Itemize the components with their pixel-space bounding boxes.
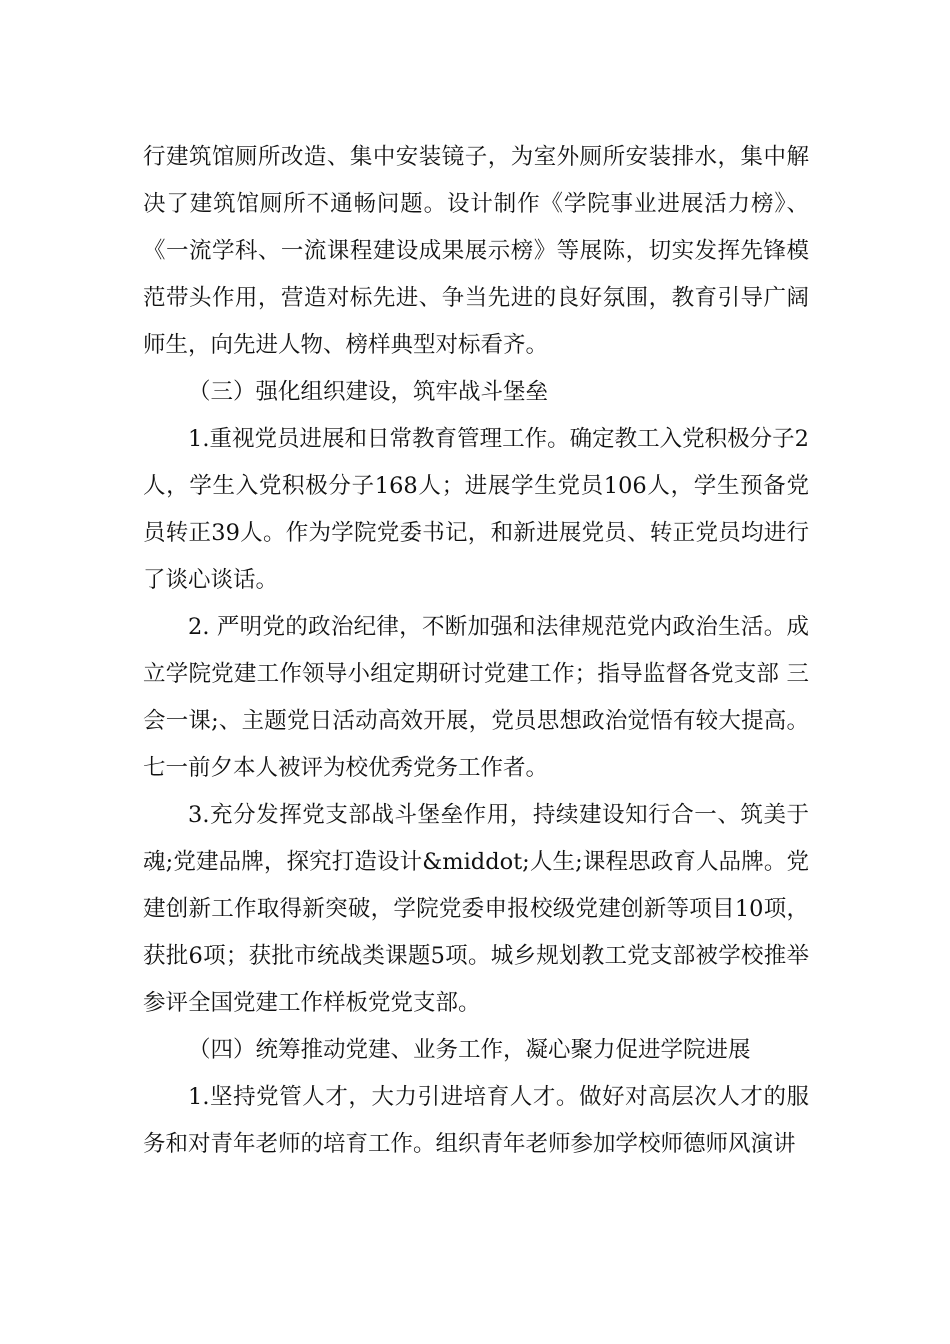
paragraph-item-4-1: 1.坚持党管人才，大力引进培育人才。做好对高层次人才的服务和对青年老师的培育工作。组织青年老师参加学校师德师风演讲 <box>143 1084 809 1157</box>
document-body <box>143 134 809 1168</box>
paragraph-item-1: 1.重视党员进展和日常教育管理工作。确定教工入党积极分子2人，学生入党积极分子168人；进展学生党员106人，学生预备党员转正39人。作为学院党委书记，和新进展党员、转正党员均进行了谈心谈话。 <box>143 426 809 593</box>
paragraph-item-3: 3.充分发挥党支部战斗堡垒作用，持续建设知行合一、筑美于魂;党建品牌，探究打造设计&middot;人生;课程思政育人品牌。党建创新工作取得新突破，学院党委申报校级党建创新等项目10项，获批6项；获批市统战类课题5项。城乡规划教工党支部被学校推举参评全国党建工作样板党党支部。 <box>143 802 809 1016</box>
paragraph-continuation: 行建筑馆厕所改造、集中安装镜子，为室外厕所安装排水，集中解决了建筑馆厕所不通畅问题。设计制作《学院事业进展活力榜》、《一流学科、一流课程建设成果展示榜》等展陈，切实发挥先锋模范带头作用，营造对标先进、争当先进的良好氛围，教育引导广阔师生，向先进人物、榜样典型对标看齐。 <box>143 144 809 358</box>
section-heading-3: （三）强化组织建设，筑牢战斗堡垒 <box>188 379 549 405</box>
paragraph-item-2: 2. 严明党的政治纪律，不断加强和法律规范党内政治生活。成立学院党建工作领导小组定期研讨党建工作；指导监督各党支部 三会一课;、主题党日活动高效开展，党员思想政治觉悟有较大提高。七一前夕本人被评为校优秀党务工作者。 <box>143 614 809 781</box>
section-heading-4: （四）统筹推动党建、业务工作，凝心聚力促进学院进展 <box>188 1037 751 1063</box>
